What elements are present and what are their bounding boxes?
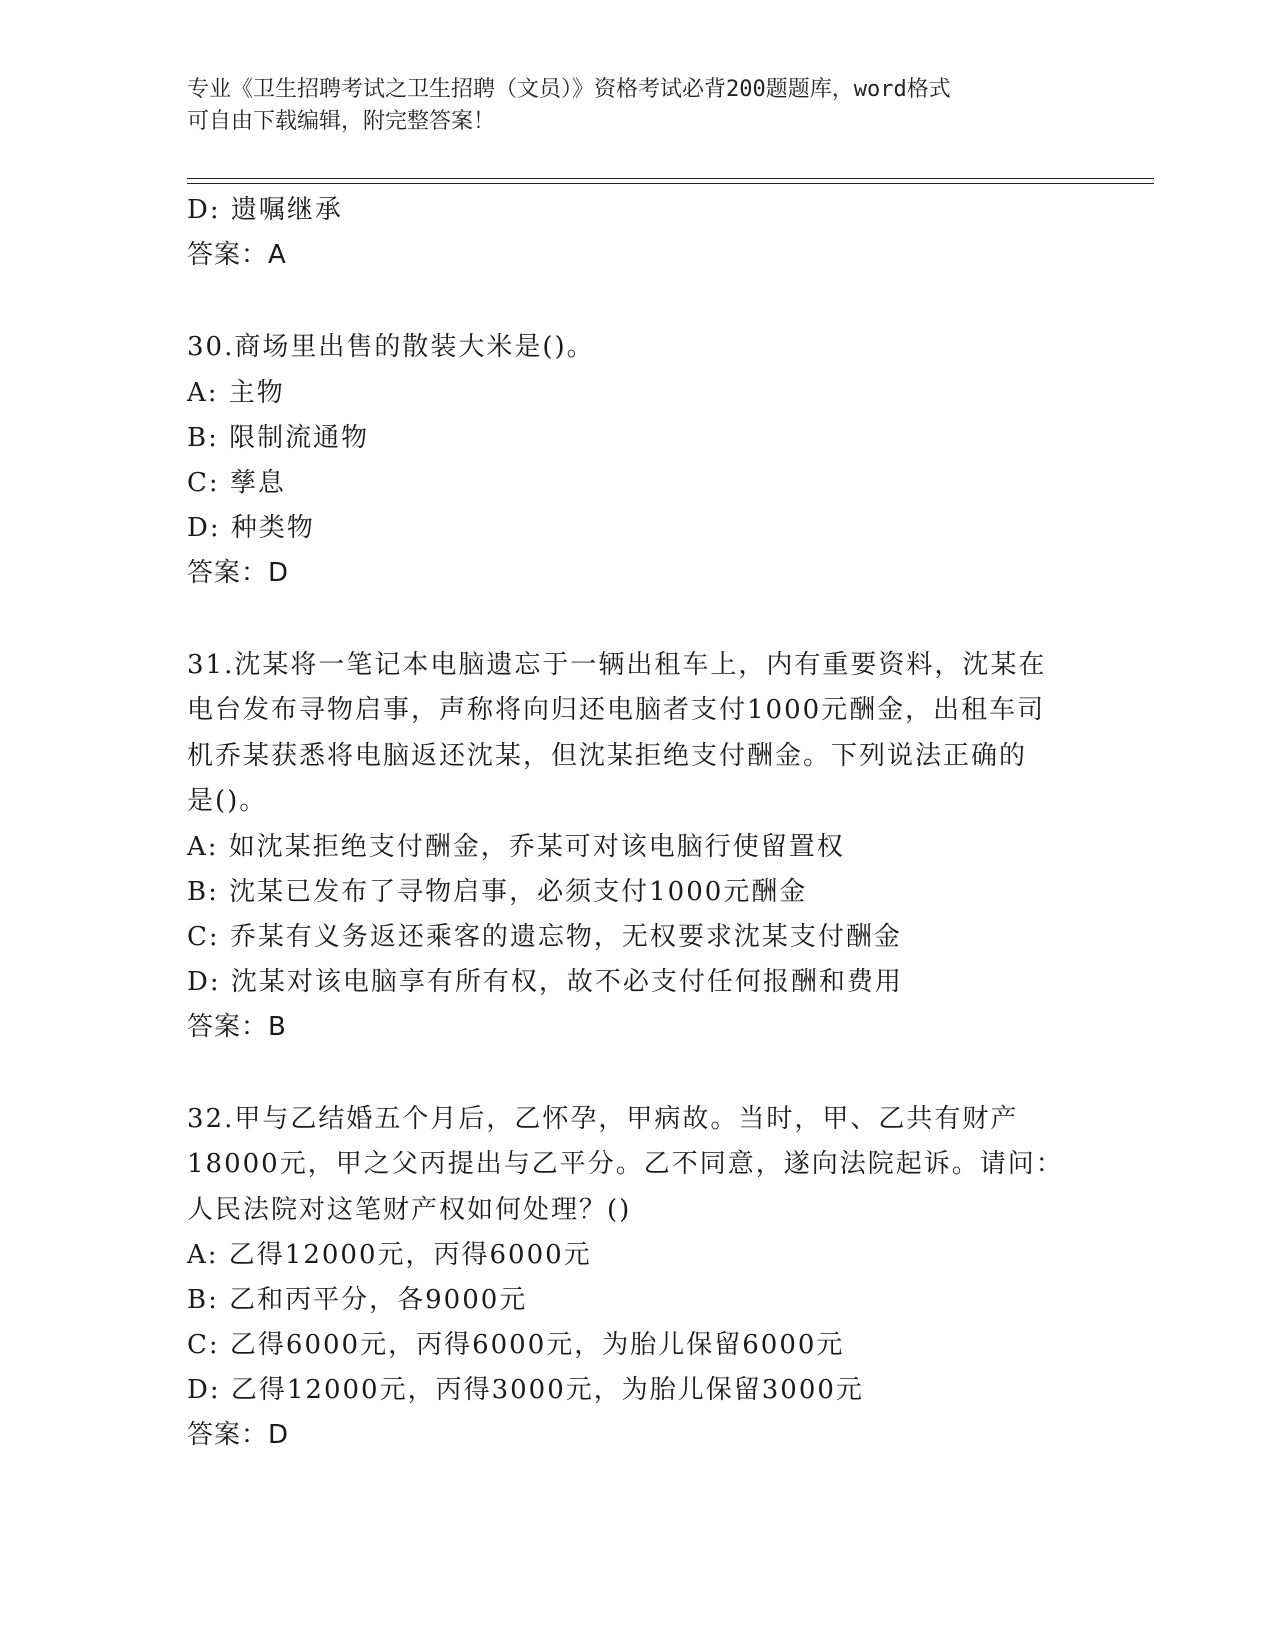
question-stem-line: 人民法院对这笔财产权如何处理？() <box>187 1194 632 1225</box>
spacer <box>187 278 1087 325</box>
spacer <box>187 596 1087 643</box>
question-29-tail <box>187 188 1087 278</box>
spacer <box>187 1050 1087 1097</box>
option-d: D: 沈某对该电脑享有所有权，故不必支付任何报酬和费用 <box>187 966 903 997</box>
option-c: C: 乙得6000元，丙得6000元，为胎儿保留6000元 <box>187 1330 845 1360</box>
question-stem-line: 是()。 <box>187 786 268 816</box>
option-d: D: 种类物 <box>187 512 315 543</box>
answer-line: 答案：D <box>187 1420 290 1450</box>
question-stem-line: 18000元，甲之父丙提出与乙平分。乙不同意，遂向法院起诉。请问： <box>187 1149 1064 1179</box>
question-32 <box>187 1097 1087 1459</box>
header-divider-bottom <box>187 183 1154 184</box>
option-d: D: 乙得12000元，丙得3000元，为胎儿保留3000元 <box>187 1375 864 1405</box>
option-b: B: 乙和丙平分，各9000元 <box>187 1285 528 1315</box>
option-b: B: 限制流通物 <box>187 422 370 453</box>
option-a: A: 乙得12000元，丙得6000元 <box>187 1240 592 1270</box>
answer-line: 答案：D <box>187 557 290 588</box>
option-a: A: 主物 <box>187 377 285 408</box>
document-header <box>187 74 1087 138</box>
question-stem-line: 30.商场里出售的散装大米是()。 <box>187 332 595 362</box>
question-30 <box>187 325 1087 596</box>
option-a: A: 如沈某拒绝支付酬金，乔某可对该电脑行使留置权 <box>187 831 845 862</box>
option-c: C: 乔某有义务返还乘客的遗忘物，无权要求沈某支付酬金 <box>187 921 902 952</box>
header-title-line-1: 专业《卫生招聘考试之卫生招聘（文员）》资格考试必背200题题库，word格式 <box>187 77 951 102</box>
answer-line: 答案：A <box>187 240 287 270</box>
question-31 <box>187 643 1087 1050</box>
question-stem-line: 电台发布寻物启事，声称将向归还电脑者支付1000元酬金，出租车司 <box>187 695 1046 725</box>
answer-line: 答案：B <box>187 1011 287 1042</box>
question-stem-line: 31.沈某将一笔记本电脑遗忘于一辆出租车上，内有重要资料，沈某在 <box>187 649 1047 680</box>
header-divider-top <box>187 178 1154 179</box>
question-content <box>187 188 1087 1458</box>
question-stem-line: 机乔某获悉将电脑返还沈某，但沈某拒绝支付酬金。下列说法正确的 <box>187 740 1028 771</box>
header-title-line-2: 可自由下载编辑，附完整答案！ <box>187 109 496 134</box>
option-d: D: 遗嘱继承 <box>187 195 343 225</box>
option-c: C: 孳息 <box>187 467 286 498</box>
option-b: B: 沈某已发布了寻物启事，必须支付1000元酬金 <box>187 876 808 907</box>
question-stem-line: 32.甲与乙结婚五个月后，乙怀孕，甲病故。当时，甲、乙共有财产 <box>187 1103 1019 1134</box>
